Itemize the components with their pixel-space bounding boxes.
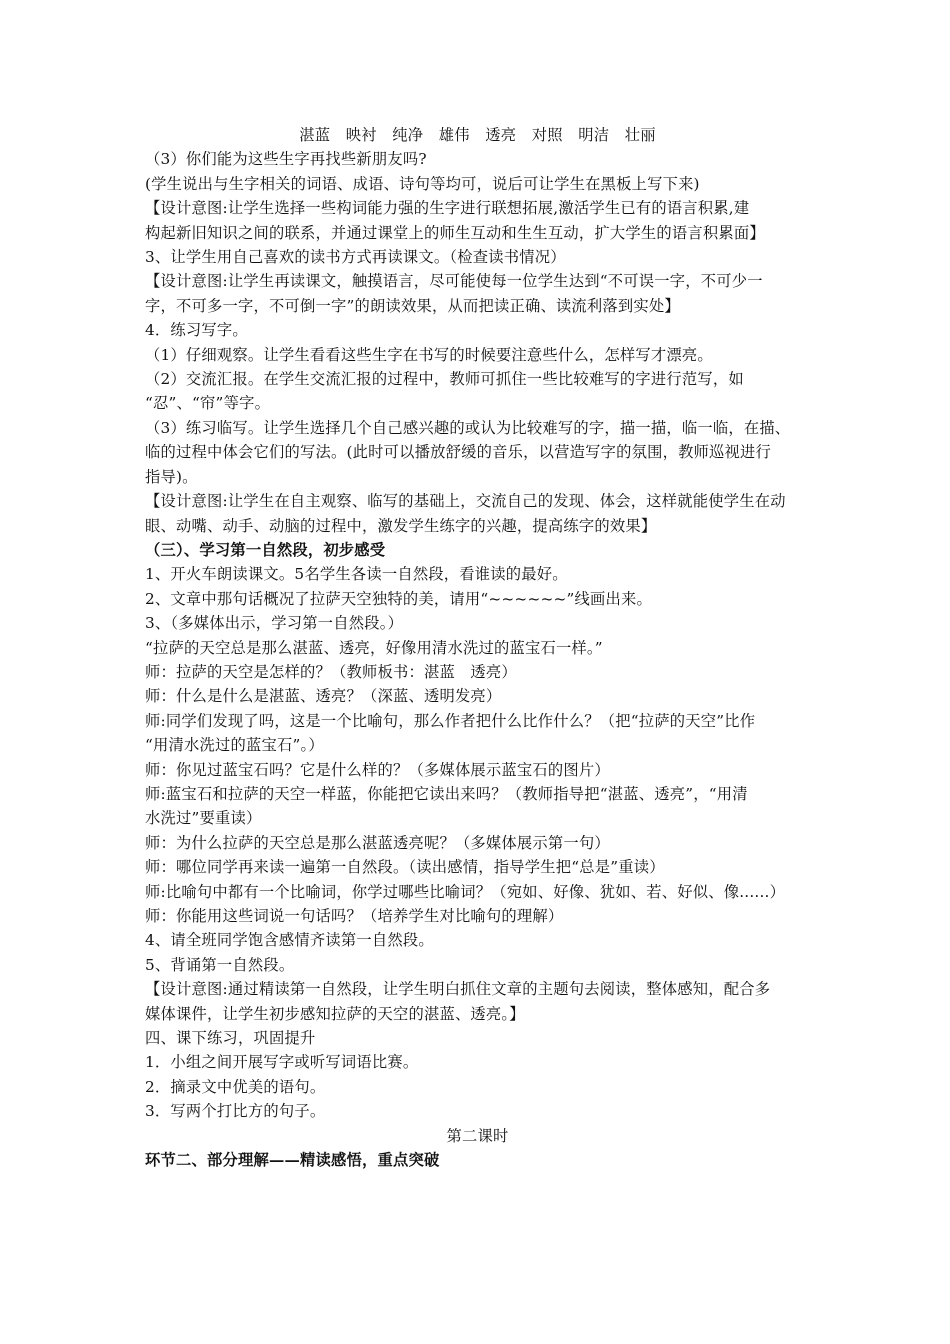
text-line: 水洗过”要重读） <box>145 809 262 828</box>
text-line: 4．练习写字。 <box>145 321 248 340</box>
text-line: “拉萨的天空总是那么湛蓝、透亮，好像用清水洗过的蓝宝石一样。” <box>145 638 603 657</box>
text-line: 临的过程中体会它们的写法。(此时可以播放舒缓的音乐，以营造写字的氛围，教师巡视进行 <box>145 443 772 462</box>
text-line: 【设计意图:通过精读第一自然段，让学生明白抓住文章的主题句去阅读，整体感知，配合多 <box>145 980 771 999</box>
text-line: （2）交流汇报。在学生交流汇报的过程中，教师可抓住一些比较难写的字进行范写，如 <box>145 370 744 389</box>
text-line: 师:同学们发现了吗，这是一个比喻句，那么作者把什么比作什么？（把“拉萨的天空”比作 <box>145 711 756 730</box>
text-line: 师：你能用这些词说一句话吗？（培养学生对比喻句的理解） <box>145 907 564 925</box>
text-line: (学生说出与生字相关的词语、成语、诗句等均可，说后可让学生在黑板上写下来) <box>145 174 700 193</box>
text-line: 媒体课件，让学生初步感知拉萨的天空的湛蓝、透亮。】 <box>145 1004 525 1023</box>
text-line: 1、开火车朗读课文。5名学生各读一自然段，看谁读的最好。 <box>145 565 568 584</box>
text-line: 师：拉萨的天空是怎样的？（教师板书：湛蓝 透亮） <box>145 662 517 681</box>
text-line: 师：什么是什么是湛蓝、透亮？（深蓝、透明发亮） <box>145 687 502 706</box>
text-line: 师：你见过蓝宝石吗？它是什么样的？（多媒体展示蓝宝石的图片） <box>145 760 610 779</box>
text-line: 师:蓝宝石和拉萨的天空一样蓝，你能把它读出来吗？（教师指导把“湛蓝、透亮”，“用清 <box>145 784 748 803</box>
text-line: 1．小组之间开展写字或听写词语比赛。 <box>145 1053 419 1072</box>
text-line: 眼、动嘴、动手、动脑的过程中，激发学生练字的兴趣，提高练字的效果】 <box>145 516 657 535</box>
centered-line: 第二课时 <box>446 1126 509 1145</box>
text-line: 2．摘录文中优美的语句。 <box>145 1077 326 1096</box>
text-line: 师：哪位同学再来读一遍第一自然段。（读出感情，指导学生把“总是”重读） <box>145 858 665 877</box>
text-line: 师：为什么拉萨的天空总是那么湛蓝透亮呢？（多媒体展示第一句） <box>145 833 610 852</box>
text-line: “用清水洗过的蓝宝石”。） <box>145 736 324 755</box>
text-line: 指导)。 <box>145 467 198 486</box>
text-line: 【设计意图:让学生在自主观察、临写的基础上，交流自己的发现、体会，这样就能使学生在动 <box>145 492 786 511</box>
text-line: “忍”、“帘”等字。 <box>145 394 271 413</box>
text-line: 四、课下练习，巩固提升 <box>145 1029 316 1048</box>
text-line: 3、（多媒体出示，学习第一自然段。） <box>145 614 404 633</box>
text-line: （1）仔细观察。让学生看看这些生字在书写的时候要注意些什么，怎样写才漂亮。 <box>145 345 713 364</box>
text-line: 【设计意图:让学生选择一些构词能力强的生字进行联想拓展,激活学生已有的语言积累,建 <box>145 199 750 218</box>
text-line: 构起新旧知识之间的联系，并通过课堂上的师生互动和生生互动，扩大学生的语言积累面】 <box>145 223 765 242</box>
text-line: （3）你们能为这些生字再找些新朋友吗? <box>145 150 427 169</box>
text-line: 3．写两个打比方的句子。 <box>145 1102 326 1121</box>
text-line: 2、文章中那句话概况了拉萨天空独特的美，请用“~~~~~~”线画出来。 <box>145 589 652 608</box>
section-heading: （三）、学习第一自然段，初步感受 <box>145 540 386 559</box>
text-line: 5、背诵第一自然段。 <box>145 955 295 974</box>
text-line: 3、让学生用自己喜欢的读书方式再读课文。（检查读书情况） <box>145 248 566 267</box>
text-line: 师:比喻句中都有一个比喻词，你学过哪些比喻词？（宛如、好像、犹如、若、好似、像......） <box>145 882 786 901</box>
document-body <box>145 123 810 1172</box>
text-line: 字，不可多一字，不可倒一字”的朗读效果，从而把读正确、读流利落到实处】 <box>145 296 680 315</box>
section-heading: 环节二、部分理解——精读感悟，重点突破 <box>145 1151 440 1170</box>
text-line: （3）练习临写。让学生选择几个自己感兴趣的或认为比较难写的字，描一描，临一临，在描、 <box>145 418 791 437</box>
text-line: 4、请全班同学饱含感情齐读第一自然段。 <box>145 931 434 950</box>
text-line: 【设计意图:让学生再读课文，触摸语言，尽可能使每一位学生达到“不可误一字，不可少一 <box>145 272 763 291</box>
centered-line: 湛蓝 映衬 纯净 雄伟 透亮 对照 明洁 壮丽 <box>299 126 656 144</box>
